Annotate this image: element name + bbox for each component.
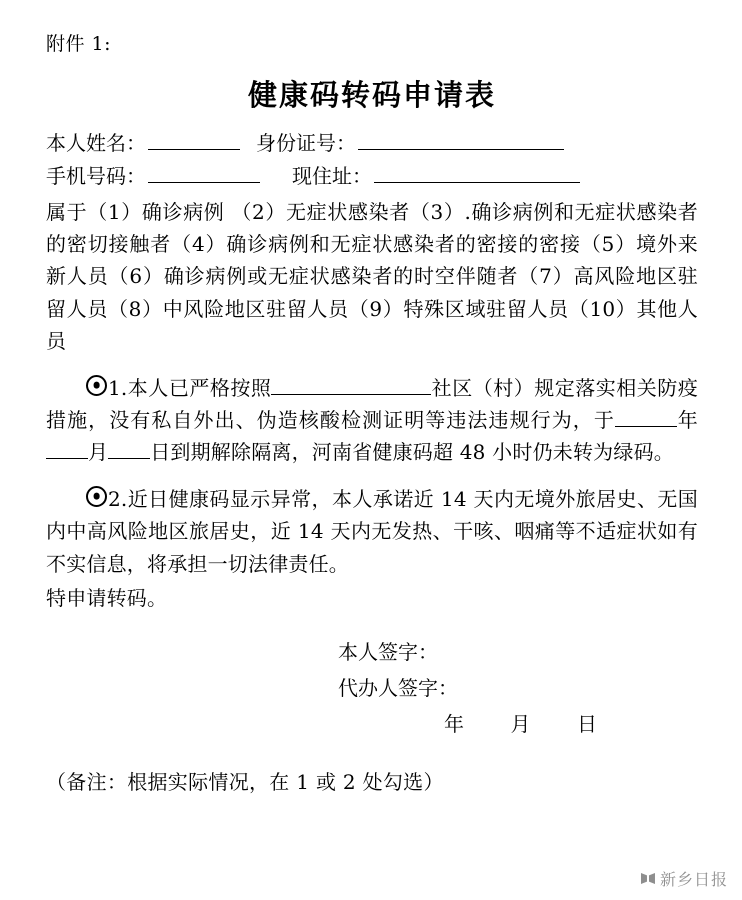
item-1-month: 月: [88, 440, 109, 465]
address-label: 现住址：: [292, 163, 372, 188]
watermark-text: 新乡日报: [659, 870, 728, 889]
signature-date-row: [46, 706, 698, 742]
address-input[interactable]: [374, 161, 580, 183]
phone-label: 手机号码：: [46, 163, 146, 188]
community-input[interactable]: [271, 373, 431, 395]
month-input[interactable]: [46, 437, 88, 459]
year-input[interactable]: [615, 405, 677, 427]
item-2-text: [46, 483, 698, 580]
phone-input[interactable]: [148, 161, 260, 183]
watermark: [641, 867, 728, 890]
name-label: 本人姓名：: [46, 130, 146, 155]
day-input[interactable]: [108, 437, 150, 459]
self-signature-row: [46, 634, 698, 670]
date-year-label: 年: [444, 712, 465, 737]
name-input[interactable]: [148, 128, 240, 150]
item-1-text-b: 社区（村）规定落实相关防疫措施，没有私自外出、伪造核酸检测证明等违法违规行为，: [46, 375, 698, 433]
agent-signature-row: [46, 670, 698, 706]
agent-signature-label: 代办人签字：: [338, 676, 458, 701]
signature-block: [46, 634, 698, 742]
category-paragraph: 属于（1）确诊病例 （2）无症状感染者（3）.确诊病例和无症状感染者的密切接触者（4）确诊病例和无症状感染者的密接的密接（5）境外来新人员（6）确诊病例或无症状感染者的时空伴随者（7）高风险地区驻留人员（8）中风险地区驻留人员（9）特殊区域驻留人员（10）其他人员: [46, 199, 698, 354]
self-signature-label: 本人签字：: [338, 640, 438, 665]
page-title: 健康码转码申请表: [247, 77, 496, 112]
date-month-label: 月: [510, 712, 531, 737]
item-1-text-a: 本人已严格按照: [127, 375, 272, 400]
item-2-body: 近日健康码显示异常，本人承诺近 14 天内无境外旅居史、无国内中高风险地区旅居史，近 14 天内无发热、干咳、咽痛等不适症状如有不实信息，将承担一切法律责任。: [46, 486, 698, 576]
name-id-row: [46, 128, 698, 159]
date-day-label: 日: [577, 712, 598, 737]
attachment-label: 附件 1:: [46, 33, 112, 55]
item-1-text: [46, 372, 698, 469]
item-1-number: 1.: [108, 375, 128, 400]
checkbox-item-1-icon[interactable]: [86, 375, 107, 396]
item-1-day-text: 日到期解除隔离，河南省健康码超 48 小时仍未转为绿码。: [150, 440, 674, 465]
apply-line: 特申请转码。: [46, 585, 168, 610]
item-2: [46, 483, 698, 580]
item-2-number: 2.: [108, 486, 128, 511]
id-label: 身份证号：: [256, 130, 356, 155]
item-1-year: 年: [676, 408, 699, 433]
phone-address-row: [46, 161, 698, 192]
id-input[interactable]: [358, 128, 564, 150]
item-1-text-c: 于: [593, 408, 615, 433]
newspaper-logo-icon: [641, 871, 656, 886]
checkbox-item-2-icon[interactable]: [86, 486, 107, 507]
item-1: [46, 372, 698, 469]
note-text: （备注：根据实际情况，在 1 或 2 处勾选）: [46, 770, 444, 795]
